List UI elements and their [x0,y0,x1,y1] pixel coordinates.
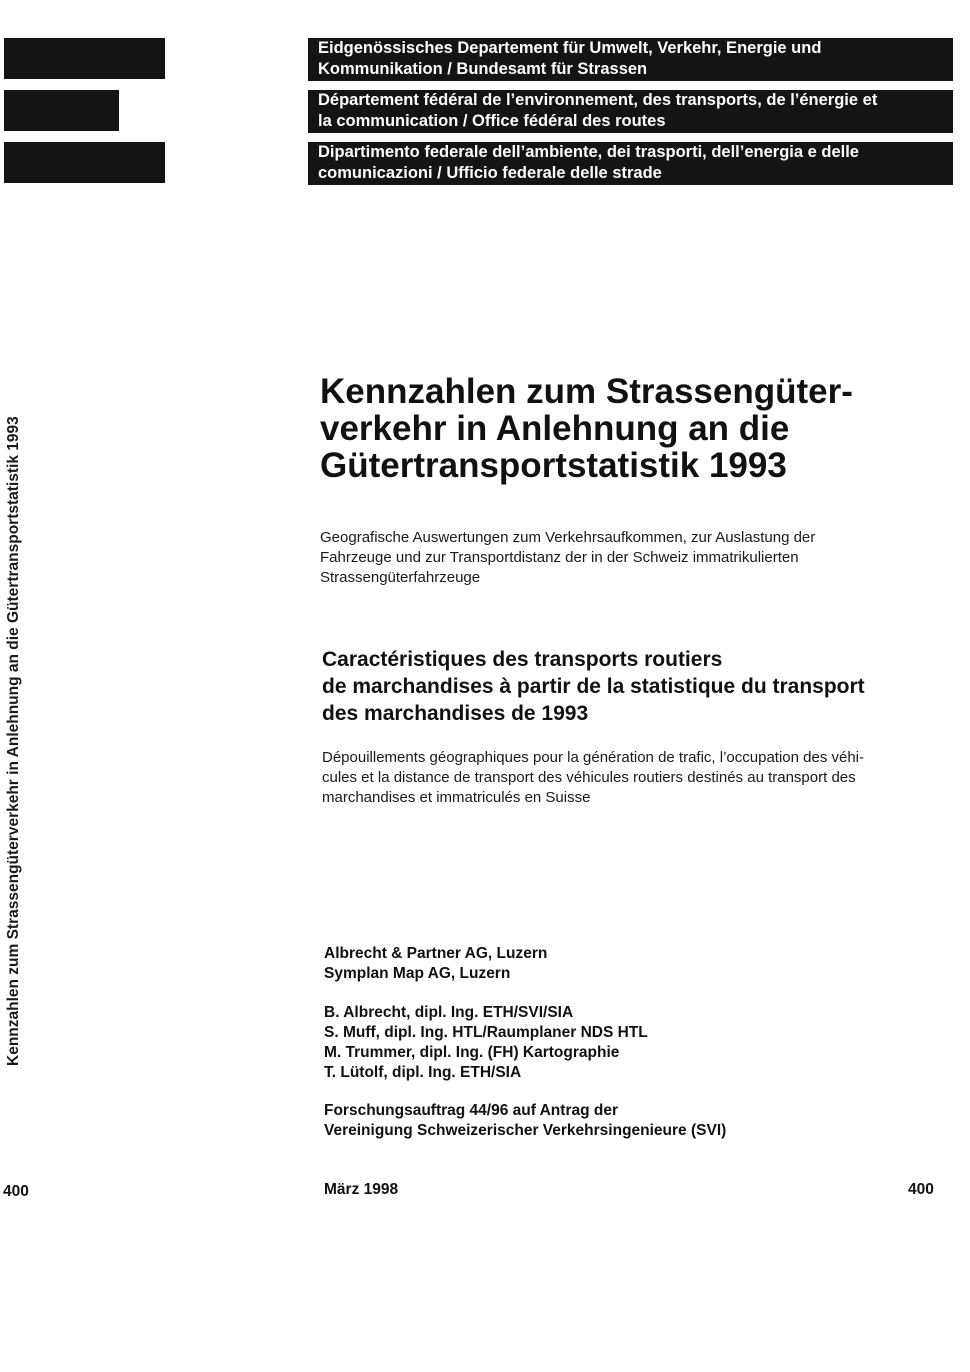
logo-block-bottom [4,142,165,183]
header-band-it [308,142,953,185]
logo-block-middle [4,90,119,131]
header-de-line-2: Kommunikation / Bundesamt für Strassen [318,60,648,78]
footer-date: März 1998 [324,1181,399,1198]
page-title-de [320,373,940,484]
header-band-de [308,38,953,81]
description-fr-line-1: Dépouillements géographiques pour la génération de trafic, l’occupation des véhi- [322,749,865,766]
description-de-line-2: Fahrzeuge und zur Transportdistanz der in der Schweiz immatrikulierten [320,549,799,566]
header-band-fr [308,90,953,133]
footer-number-right: 400 [908,1181,934,1198]
description-de-line-3: Strassengüterfahrzeuge [320,569,481,586]
header-it-line-2: comunicazioni / Ufficio federale delle strade [318,164,662,182]
page-title-fr [322,646,942,727]
logo-block-top [4,38,165,79]
header-de-line-1: Eidgenössisches Departement für Umwelt, Verkehr, Energie und [318,39,822,57]
author-4: T. Lütolf, dipl. Ing. ETH/SIA [324,1064,522,1081]
research-order-line-1: Forschungsauftrag 44/96 auf Antrag der [324,1102,618,1119]
company-2: Symplan Map AG, Luzern [324,965,511,982]
header-fr-line-2: la communication / Office fédéral des routes [318,112,666,130]
research-order-line-2: Vereinigung Schweizerischer Verkehrsingenieure (SVI) [324,1122,727,1139]
author-2: S. Muff, dipl. Ing. HTL/Raumplaner NDS HTL [324,1024,648,1041]
description-fr-line-2: cules et la distance de transport des véhicules routiers destinés au transport des [322,769,856,786]
title-de-line-1: Kennzahlen zum Strassengüter- [320,372,853,411]
company-1: Albrecht & Partner AG, Luzern [324,945,548,962]
author-3: M. Trummer, dipl. Ing. (FH) Kartographie [324,1044,620,1061]
authors [324,1003,944,1083]
header-it-line-1: Dipartimento federale dell’ambiente, dei trasporti, dell’energia e delle [318,143,859,161]
title-fr-line-2: de marchandises à partir de la statistique du transport [322,675,865,698]
spine-title: Kennzahlen zum Strassengüterverkehr in Anlehnung an die Gütertransportstatistik 1993 [5,416,22,1066]
title-fr-line-1: Caractéristiques des transports routiers [322,648,723,671]
header-fr-line-1: Département fédéral de l’environnement, des transports, de l’énergie et [318,91,878,109]
title-de-line-2: verkehr in Anlehnung an die [320,409,790,448]
title-fr-line-3: des marchandises de 1993 [322,702,589,725]
footer-number-left: 400 [3,1183,29,1200]
description-de-line-1: Geografische Auswertungen zum Verkehrsaufkommen, zur Auslastung der [320,529,816,546]
description-fr [322,748,942,808]
description-fr-line-3: marchandises et immatriculés en Suisse [322,789,591,806]
companies [324,944,944,984]
description-de [320,528,940,588]
author-1: B. Albrecht, dipl. Ing. ETH/SVI/SIA [324,1004,574,1021]
title-de-line-3: Gütertransportstatistik 1993 [320,446,787,485]
research-order [324,1101,944,1141]
